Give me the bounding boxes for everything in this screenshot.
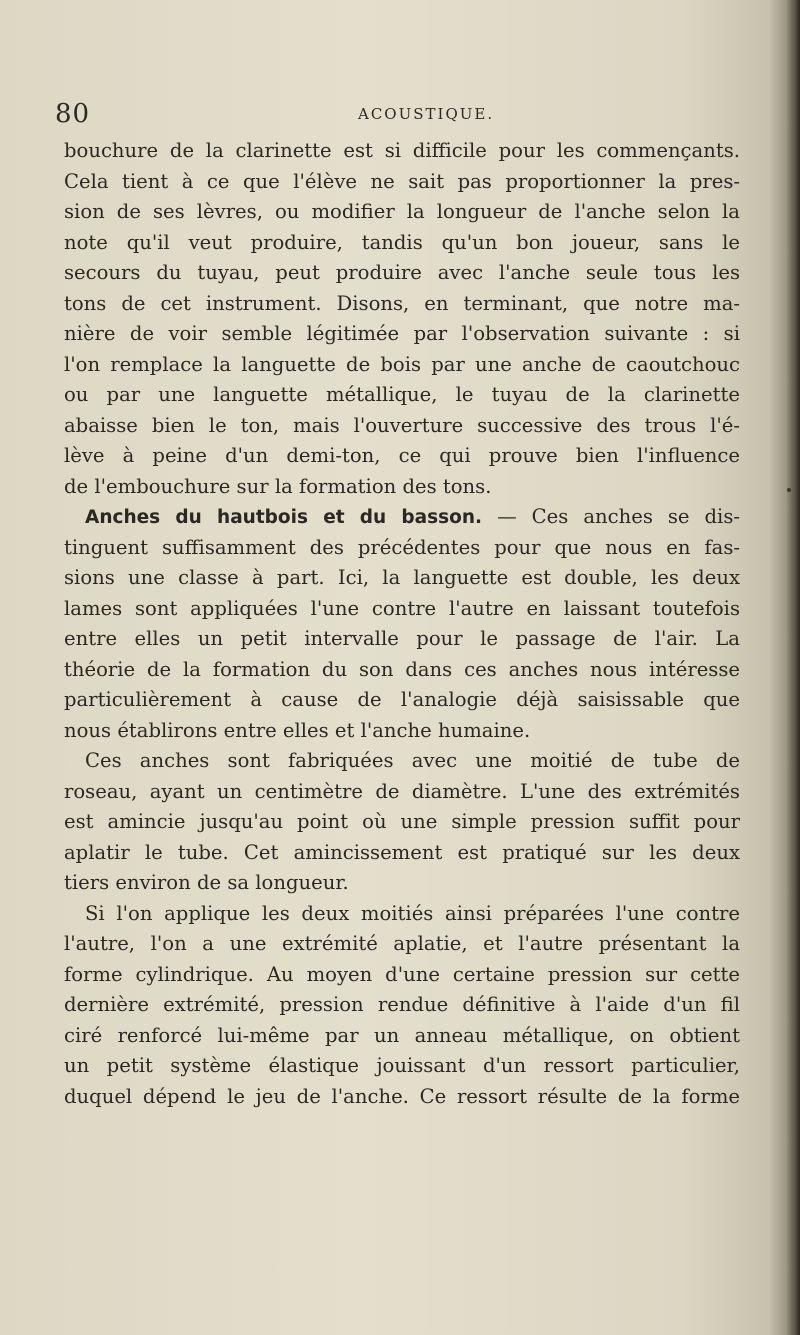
section-heading-rest: — Ces anches se dis-	[482, 505, 741, 528]
page-header	[0, 0, 800, 140]
section-title: Anches du hautbois et du basson.	[85, 507, 483, 528]
text-line: secours du tuyau, peut produire avec l'anche seule tous les	[64, 261, 740, 284]
text-line: Ces anches sont fabriquées avec une moitié de tube de	[85, 749, 740, 772]
text-line: nous établirons entre elles et l'anche humaine.	[64, 718, 531, 742]
page-number: 80	[55, 99, 91, 129]
text-line: lève à peine d'un demi-ton, ce qui prouve bien l'influence	[64, 444, 740, 467]
text-line: particulièrement à cause de l'analogie déjà saisissable que	[64, 688, 740, 711]
text-line: l'on remplace la languette de bois par une anche de caoutchouc	[64, 352, 740, 376]
text-line: un petit système élastique jouissant d'un ressort particulier,	[64, 1054, 740, 1077]
text-line: sions une classe à part. Ici, la languette est double, les deux	[64, 566, 740, 589]
book-spine-shadow	[786, 0, 800, 1335]
body-text	[64, 136, 740, 1112]
text-line: Si l'on applique les deux moitiés ainsi préparées l'une contre	[85, 901, 740, 925]
text-line: ciré renforcé lui-même par un anneau métallique, on obtient	[64, 1023, 740, 1047]
running-head: ACOUSTIQUE.	[358, 105, 495, 123]
text-line: nière de voir semble légitimée par l'observation suivante : si	[64, 322, 740, 345]
text-line: ou par une languette métallique, le tuyau de la clarinette	[64, 383, 740, 406]
text-line: de l'embouchure sur la formation des tons.	[64, 474, 492, 498]
text-line: sion de ses lèvres, ou modifier la longueur de l'anche selon la	[64, 200, 740, 223]
text-line: note qu'il veut produire, tandis qu'un bon joueur, sans le	[64, 230, 740, 254]
text-line: forme cylindrique. Au moyen d'une certaine pression sur cette	[64, 962, 740, 986]
text-line: entre elles un petit intervalle pour le passage de l'air. La	[64, 627, 740, 650]
text-line: roseau, ayant un centimètre de diamètre. L'une des extrémités	[64, 779, 740, 803]
text-line: aplatir le tube. Cet amincissement est pratiqué sur les deux	[64, 840, 740, 864]
text-line: l'autre, l'on a une extrémité aplatie, et l'autre présentant la	[64, 932, 740, 955]
text-line: duquel dépend le jeu de l'anche. Ce ressort résulte de la forme	[64, 1084, 740, 1108]
text-line: dernière extrémité, pression rendue définitive à l'aide d'un fil	[64, 993, 740, 1016]
text-line: tinguent suffisamment des précédentes pour que nous en fas-	[64, 535, 740, 559]
text-line: est amincie jusqu'au point où une simple pression suffit pour	[64, 810, 740, 833]
text-line: bouchure de la clarinette est si difficile pour les commençants.	[64, 139, 740, 162]
margin-ink-dot	[787, 488, 791, 492]
text-line: tiers environ de sa longueur.	[64, 871, 349, 894]
text-line: lames sont appliquées l'une contre l'autre en laissant toutefois	[64, 596, 740, 620]
text-line: théorie de la formation du son dans ces anches nous intéresse	[64, 657, 740, 681]
text-line: Cela tient à ce que l'élève ne sait pas proportionner la pres-	[64, 169, 740, 193]
section-heading-line	[64, 502, 740, 533]
text-line: tons de cet instrument. Disons, en terminant, que notre ma-	[64, 291, 740, 315]
text-line: abaisse bien le ton, mais l'ouverture successive des trous l'é-	[64, 413, 740, 437]
